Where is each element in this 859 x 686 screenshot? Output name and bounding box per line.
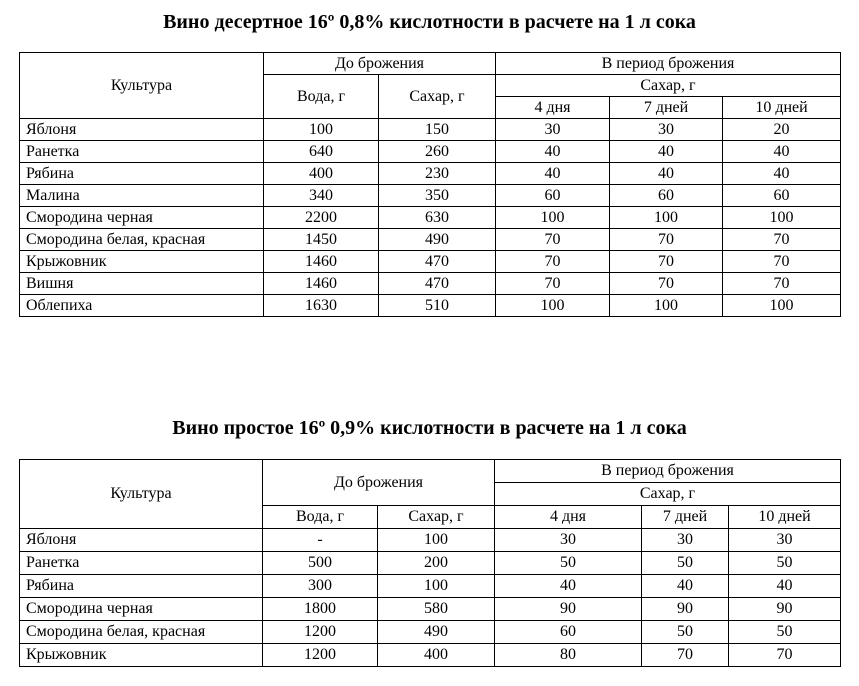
sugar-7-days-cell: 40	[610, 163, 723, 185]
table-row	[20, 163, 841, 185]
sugar-7-days-cell: 30	[642, 529, 729, 552]
water-cell: 2200	[264, 207, 379, 229]
table-header	[20, 460, 841, 529]
table-row	[20, 575, 841, 598]
culture-cell: Ранетка	[20, 552, 263, 575]
water-cell: 1630	[264, 295, 379, 317]
sugar-10-days-cell: 60	[723, 185, 841, 207]
water-cell: 340	[264, 185, 379, 207]
sugar-cell: 490	[379, 229, 496, 251]
header-culture: Культура	[20, 53, 264, 119]
sugar-7-days-cell: 70	[610, 251, 723, 273]
culture-cell: Малина	[20, 185, 264, 207]
water-cell: 1200	[263, 621, 378, 644]
culture-cell: Вишня	[20, 273, 264, 295]
sugar-cell: 100	[378, 575, 495, 598]
sugar-10-days-cell: 40	[723, 141, 841, 163]
culture-cell: Смородина белая, красная	[20, 621, 263, 644]
table-row	[20, 273, 841, 295]
table-row	[20, 207, 841, 229]
culture-cell: Яблоня	[20, 529, 263, 552]
sugar-4-days-cell: 90	[495, 598, 642, 621]
sugar-cell: 510	[379, 295, 496, 317]
sugar-7-days-cell: 50	[642, 552, 729, 575]
sugar-10-days-cell: 100	[723, 207, 841, 229]
header-sugar-during: Сахар, г	[496, 75, 841, 97]
sugar-7-days-cell: 70	[610, 229, 723, 251]
culture-cell: Смородина черная	[20, 207, 264, 229]
header-before-fermentation: До брожения	[264, 53, 496, 75]
sugar-7-days-cell: 60	[610, 185, 723, 207]
table-row	[20, 141, 841, 163]
sugar-4-days-cell: 60	[496, 185, 610, 207]
sugar-cell: 400	[378, 644, 495, 667]
sugar-7-days-cell: 90	[642, 598, 729, 621]
sugar-cell: 470	[379, 251, 496, 273]
water-cell: 640	[264, 141, 379, 163]
header-water: Вода, г	[263, 506, 378, 529]
sugar-10-days-cell: 30	[729, 529, 841, 552]
header-10-days: 10 дней	[723, 97, 841, 119]
water-cell: 1450	[264, 229, 379, 251]
sugar-7-days-cell: 70	[610, 273, 723, 295]
header-during-fermentation: В период брожения	[495, 460, 841, 483]
water-cell: 400	[264, 163, 379, 185]
sugar-cell: 470	[379, 273, 496, 295]
sugar-10-days-cell: 70	[723, 251, 841, 273]
water-cell: 1200	[263, 644, 378, 667]
culture-cell: Облепиха	[20, 295, 264, 317]
culture-cell: Рябина	[20, 163, 264, 185]
culture-cell: Рябина	[20, 575, 263, 598]
header-before-fermentation: До брожения	[263, 460, 495, 506]
water-cell: 300	[263, 575, 378, 598]
table-row	[20, 621, 841, 644]
sugar-cell: 200	[378, 552, 495, 575]
sugar-4-days-cell: 60	[495, 621, 642, 644]
header-4-days: 4 дня	[496, 97, 610, 119]
table-row	[20, 185, 841, 207]
sugar-10-days-cell: 50	[729, 621, 841, 644]
water-cell: 1460	[264, 273, 379, 295]
sugar-cell: 230	[379, 163, 496, 185]
sugar-cell: 630	[379, 207, 496, 229]
table-row	[20, 552, 841, 575]
table-body	[20, 119, 841, 317]
table-body	[20, 529, 841, 667]
sugar-4-days-cell: 50	[495, 552, 642, 575]
sugar-4-days-cell: 70	[496, 229, 610, 251]
culture-cell: Смородина белая, красная	[20, 229, 264, 251]
sugar-4-days-cell: 40	[496, 163, 610, 185]
water-cell: 100	[264, 119, 379, 141]
sugar-10-days-cell: 70	[723, 273, 841, 295]
sugar-cell: 150	[379, 119, 496, 141]
sugar-4-days-cell: 70	[496, 251, 610, 273]
sugar-4-days-cell: 80	[495, 644, 642, 667]
sugar-4-days-cell: 30	[495, 529, 642, 552]
table-row	[20, 251, 841, 273]
sugar-7-days-cell: 40	[610, 141, 723, 163]
sugar-10-days-cell: 40	[729, 575, 841, 598]
culture-cell: Крыжовник	[20, 644, 263, 667]
sugar-7-days-cell: 40	[642, 575, 729, 598]
table-header	[20, 53, 841, 119]
table-row	[20, 598, 841, 621]
header-during-fermentation: В период брожения	[496, 53, 841, 75]
sugar-10-days-cell: 100	[723, 295, 841, 317]
sugar-10-days-cell: 40	[723, 163, 841, 185]
sugar-cell: 350	[379, 185, 496, 207]
sugar-7-days-cell: 30	[610, 119, 723, 141]
water-cell: 1460	[264, 251, 379, 273]
water-cell: 500	[263, 552, 378, 575]
water-cell: -	[263, 529, 378, 552]
culture-cell: Смородина черная	[20, 598, 263, 621]
header-10-days: 10 дней	[729, 506, 841, 529]
table-title-dessert-wine: Вино десертное 16º 0,8% кислотности в расчете на 1 л сока	[163, 11, 696, 33]
header-sugar-during: Сахар, г	[495, 483, 841, 506]
table-title-simple-wine: Вино простое 16º 0,9% кислотности в расчете на 1 л сока	[172, 417, 687, 439]
simple-wine-table	[19, 459, 841, 667]
sugar-10-days-cell: 70	[729, 644, 841, 667]
sugar-4-days-cell: 100	[496, 295, 610, 317]
culture-cell: Яблоня	[20, 119, 264, 141]
sugar-cell: 490	[378, 621, 495, 644]
sugar-7-days-cell: 100	[610, 295, 723, 317]
table-row	[20, 295, 841, 317]
header-sugar: Сахар, г	[378, 506, 495, 529]
sugar-7-days-cell: 50	[642, 621, 729, 644]
header-7-days: 7 дней	[610, 97, 723, 119]
sugar-4-days-cell: 30	[496, 119, 610, 141]
sugar-7-days-cell: 100	[610, 207, 723, 229]
table-row	[20, 529, 841, 552]
dessert-wine-table	[19, 52, 841, 317]
header-culture: Культура	[20, 460, 263, 529]
header-sugar: Сахар, г	[379, 75, 496, 119]
water-cell: 1800	[263, 598, 378, 621]
header-7-days: 7 дней	[642, 506, 729, 529]
sugar-4-days-cell: 40	[495, 575, 642, 598]
table-row	[20, 644, 841, 667]
sugar-4-days-cell: 100	[496, 207, 610, 229]
sugar-4-days-cell: 70	[496, 273, 610, 295]
sugar-cell: 580	[378, 598, 495, 621]
sugar-cell: 260	[379, 141, 496, 163]
header-water: Вода, г	[264, 75, 379, 119]
header-4-days: 4 дня	[495, 506, 642, 529]
sugar-10-days-cell: 50	[729, 552, 841, 575]
sugar-10-days-cell: 20	[723, 119, 841, 141]
sugar-10-days-cell: 70	[723, 229, 841, 251]
culture-cell: Ранетка	[20, 141, 264, 163]
table-row	[20, 229, 841, 251]
culture-cell: Крыжовник	[20, 251, 264, 273]
table-row	[20, 119, 841, 141]
sugar-7-days-cell: 70	[642, 644, 729, 667]
sugar-cell: 100	[378, 529, 495, 552]
sugar-4-days-cell: 40	[496, 141, 610, 163]
sugar-10-days-cell: 90	[729, 598, 841, 621]
